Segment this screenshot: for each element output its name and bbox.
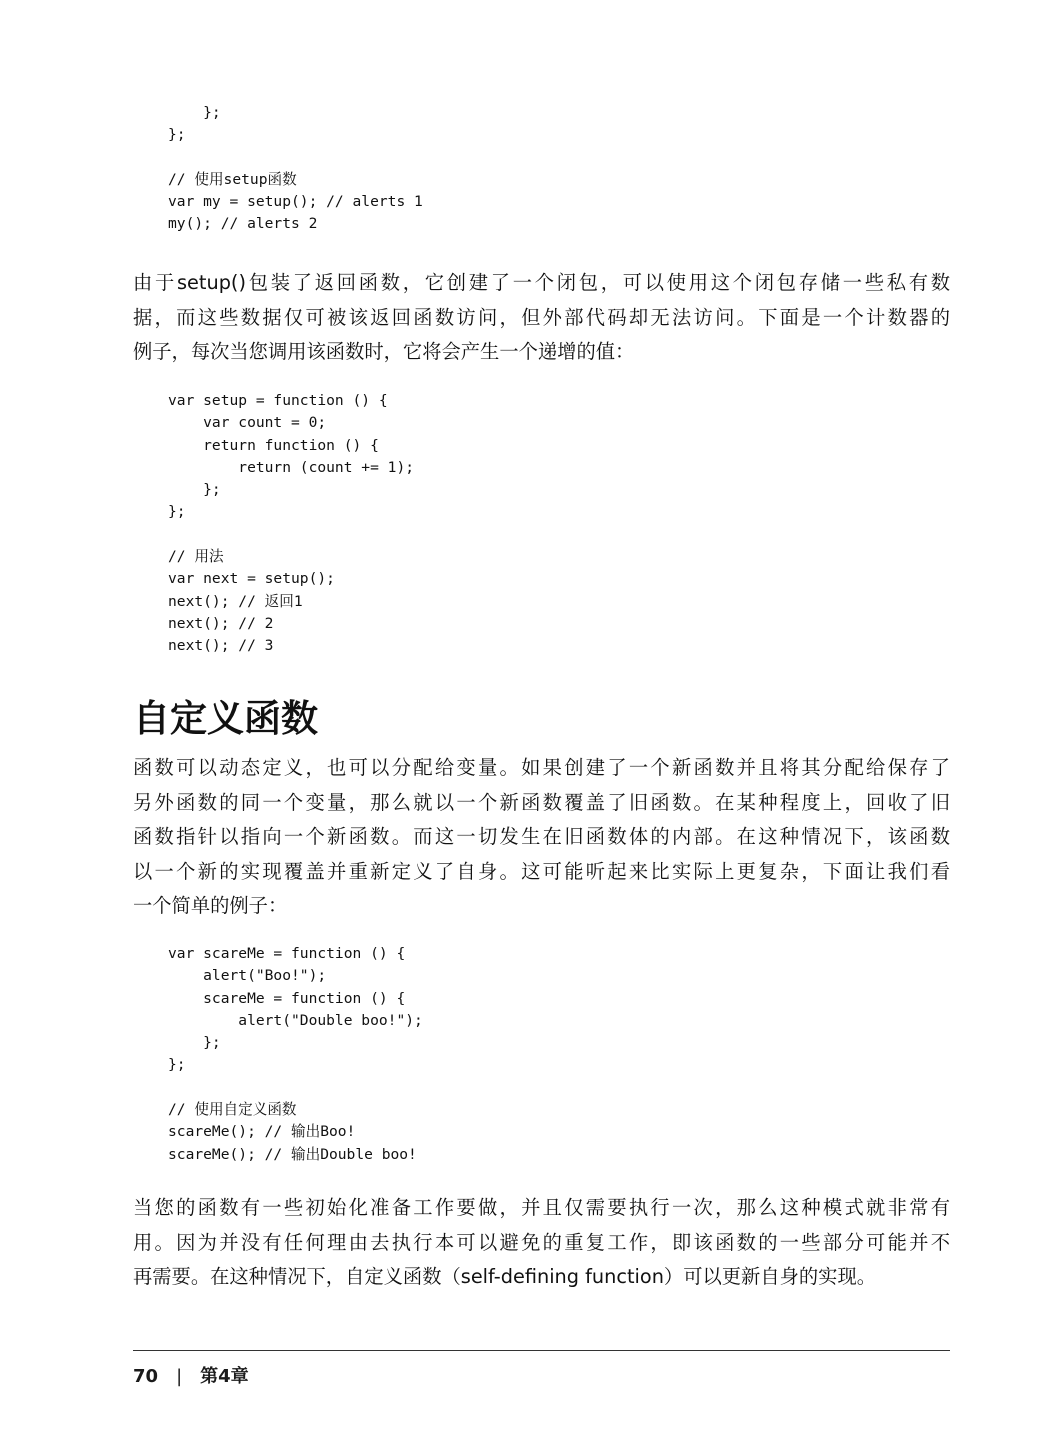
code-line: // 用法 [168, 548, 224, 566]
code-line [168, 147, 423, 169]
code-line: return function () { [168, 436, 379, 454]
text-line: 函数指针以指向一个新函数。而这一切发生在旧函数体的内部。在这种情况下，该函数 [133, 825, 950, 848]
code-line: }; [168, 503, 186, 521]
code-line: scareMe(); // 输出Double boo! [168, 1145, 417, 1163]
code-line: scareMe(); // 输出Boo! [168, 1123, 356, 1141]
text-line: 函数可以动态定义，也可以分配给变量。如果创建了一个新函数并且将其分配给保存了 [133, 756, 950, 779]
code-line: scareMe = function () { [168, 989, 406, 1007]
code-line: next(); // 3 [168, 637, 274, 655]
code-line: }; [168, 104, 221, 121]
text-line: 再需要。在这种情况下，自定义函数（self-defining function）可以更新自身的实现。 [133, 1265, 877, 1288]
code-line: var my = setup(); // alerts 1 [168, 193, 423, 211]
paragraph-3 [133, 1191, 950, 1295]
text-line: 例子，每次当您调用该函数时，它将会产生一个递增的值： [133, 340, 635, 363]
text-line: 当您的函数有一些初始化准备工作要做，并且仅需要执行一次，那么这种模式就非常有 [133, 1196, 950, 1219]
code-line: // 使用自定义函数 [168, 1101, 297, 1119]
code-line: alert("Double boo!"); [168, 1011, 423, 1029]
code-line: }; [168, 126, 186, 144]
paragraph-2 [133, 751, 950, 924]
code-line: }; [168, 481, 221, 499]
code-line: var count = 0; [168, 414, 327, 432]
code-line: var setup = function () { [168, 392, 388, 409]
page-number: 70 [133, 1366, 159, 1387]
code-line: }; [168, 1056, 186, 1074]
text-line: 一个简单的例子： [133, 894, 288, 917]
footer-separator: | [176, 1366, 183, 1387]
code-line: my(); // alerts 2 [168, 215, 318, 233]
code-line: return (count += 1); [168, 458, 415, 476]
paragraph-1 [133, 266, 950, 370]
code-line [168, 524, 414, 546]
footer-rule [133, 1350, 950, 1351]
code-line: // 使用setup函数 [168, 170, 297, 188]
text-line: 据，而这些数据仅可被该返回函数访问，但外部代码却无法访问。下面是一个计数器的 [133, 305, 950, 329]
section-heading: 自定义函数 [133, 697, 318, 740]
code-block-1 [168, 102, 423, 236]
code-line: next(); // 返回1 [168, 592, 303, 610]
code-line: var scareMe = function () { [168, 945, 406, 962]
text-line: 由于setup()包装了返回函数，它创建了一个闭包，可以使用这个闭包存储一些私有数 [133, 271, 950, 294]
text-line: 另外函数的同一个变量，那么就以一个新函数覆盖了旧函数。在某种程度上，回收了旧 [133, 790, 950, 814]
code-line: next(); // 2 [168, 614, 274, 632]
code-line: }; [168, 1034, 221, 1052]
text-line: 用。因为并没有任何理由去执行本可以避免的重复工作，即该函数的一些部分可能并不 [133, 1230, 950, 1254]
text-line: 以一个新的实现覆盖并重新定义了自身。这可能听起来比实际上更复杂，下面让我们看 [133, 859, 950, 883]
chapter-label: 第4章 [200, 1366, 249, 1387]
code-block-3 [168, 943, 423, 1166]
code-line: var next = setup(); [168, 570, 335, 588]
code-line: alert("Boo!"); [168, 967, 327, 985]
page-footer [133, 1362, 249, 1388]
code-block-2 [168, 390, 414, 658]
code-line [168, 1077, 423, 1099]
